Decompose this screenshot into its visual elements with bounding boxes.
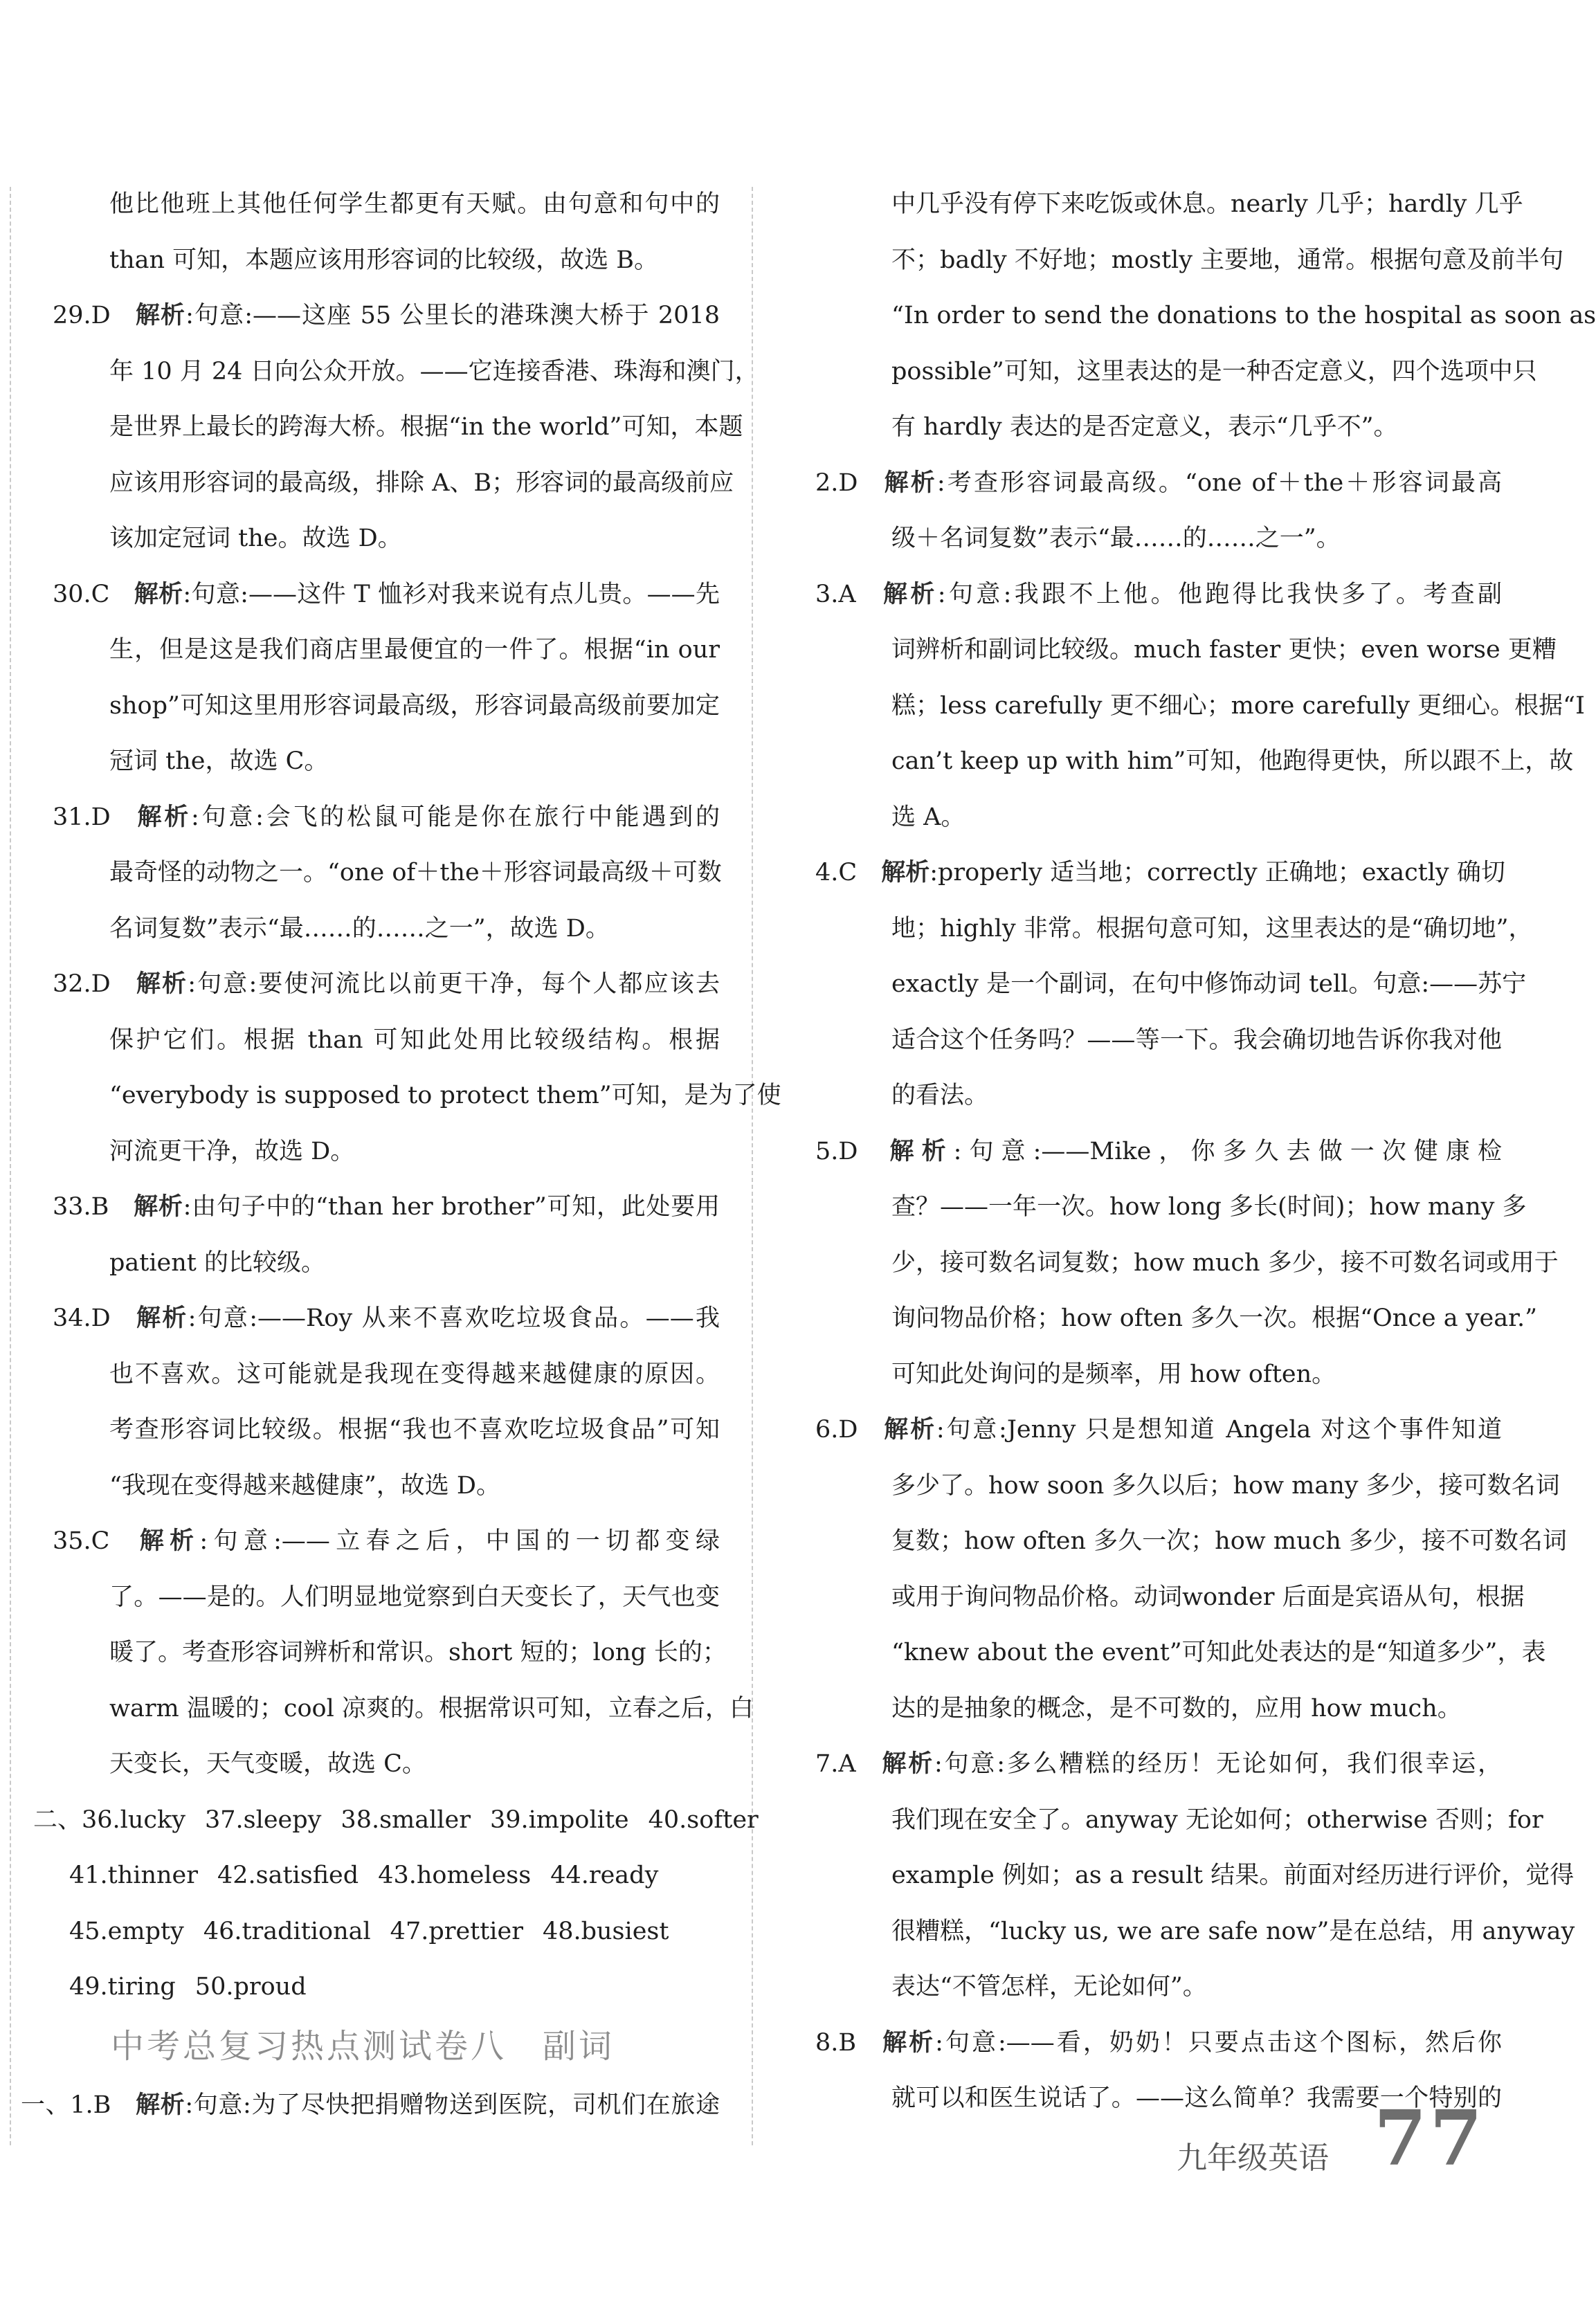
answer-item: 37.sleepy — [205, 1806, 322, 1834]
text-line: “我现在变得越来越健康”，故选 D。 — [109, 1471, 500, 1500]
text-line: 保护它们。根据 than 可知此处用比较级结构。根据 — [109, 1026, 720, 1054]
answer-explanation-start — [21, 1179, 720, 1235]
analysis-label: 解析 — [880, 1749, 935, 1778]
text-line: 糕；less carefully 更不细心；more carefully 更细心。根据“I — [891, 691, 1585, 720]
text-line: “knew about the event”可知此处表达的是“知道多少”，表 — [891, 1639, 1546, 1666]
analysis-label: 解析 — [882, 468, 937, 497]
text-line: 该加定冠词 the。故选 D。 — [109, 525, 402, 552]
analysis-label: 解析 — [880, 579, 938, 608]
text-line: 河流更干净，故选 D。 — [109, 1137, 355, 1165]
analysis-label: 解析 — [134, 970, 188, 998]
text-line: 有 hardly 表达的是否定意义，表示“几乎不”。 — [891, 413, 1398, 441]
answer-row — [21, 1848, 720, 1904]
question-number: 29.D — [53, 302, 111, 329]
answer-item: 36.lucky — [82, 1806, 185, 1834]
text-line: 不；badly 不好地；mostly 主要地，通常。根据句意及前半句 — [891, 246, 1564, 274]
question-number: 5.D — [815, 1137, 858, 1165]
text-line: patient 的比较级。 — [109, 1248, 325, 1277]
analysis-label: 解析 — [134, 802, 192, 831]
question-number: 7.A — [815, 1750, 856, 1778]
explanation-text: :句意:要使河流比以前更干净，每个人都应该去 — [188, 970, 720, 998]
text-line: can’t keep up with him”可知，他跑得更快，所以跟不上，故 — [891, 747, 1574, 775]
question-number: 4.C — [815, 859, 858, 886]
analysis-label: 解析 — [882, 1415, 936, 1444]
answer-explanation-start — [803, 1736, 1502, 1792]
answer-explanation-start — [21, 1513, 720, 1570]
question-number: 35.C — [53, 1527, 110, 1555]
text-line: 他比他班上其他任何学生都更有天赋。由句意和句中的 — [109, 190, 720, 218]
answer-item: 40.softer — [648, 1806, 759, 1834]
text-line: exactly 是一个副词，在句中修饰动词 tell。句意:——苏宁 — [891, 970, 1527, 998]
section-prefix: 一、 — [21, 2091, 71, 2119]
answer-item: 39.impolite — [489, 1806, 629, 1834]
explanation-text: :句意:——Mike，你多久去做一次健康检 — [953, 1137, 1502, 1165]
question-number: 2.D — [815, 469, 858, 497]
analysis-label: 解析 — [881, 858, 930, 886]
text-line: 最奇怪的动物之一。“one of＋the＋形容词最高级＋可数 — [109, 859, 722, 886]
text-line: “everybody is supposed to protect them”可知，是为了使 — [109, 1082, 781, 1109]
explanation-text: :句意:多么糟糕的经历！无论如何，我们很幸运， — [934, 1750, 1502, 1778]
answer-row — [21, 1792, 759, 1848]
text-line: 我们现在安全了。anyway 无论如何；otherwise 否则；for — [891, 1806, 1543, 1834]
answer-explanation-start — [21, 1291, 720, 1347]
answer-explanation-start — [803, 1402, 1502, 1458]
right-column — [803, 176, 1596, 2127]
text-line: shop”可知这里用形容词最高级，形容词最高级前要加定 — [109, 691, 720, 720]
section-prefix: 二、 — [33, 1806, 82, 1834]
analysis-label: 解析 — [880, 2028, 936, 2057]
analysis-label: 解析 — [135, 2090, 185, 2119]
text-line: 很糟糕，“lucky us, we are safe now”是在总结，用 anyway — [891, 1917, 1575, 1945]
analysis-label: 解析 — [134, 301, 186, 329]
explanation-text: :properly 适当地；correctly 正确地；exactly 确切 — [930, 859, 1505, 886]
text-line: 是世界上最长的跨海大桥。根据“in the world”可知，本题 — [109, 413, 743, 441]
analysis-label: 解析 — [133, 1192, 183, 1221]
text-line: warm 温暖的；cool 凉爽的。根据常识可知，立春之后，白 — [109, 1694, 754, 1722]
question-number: 34.D — [53, 1304, 111, 1332]
analysis-label: 解析 — [134, 1527, 200, 1555]
right-column-rule — [752, 187, 753, 2145]
answer-item: 48.busiest — [542, 1917, 669, 1945]
answer-explanation-start — [803, 2015, 1502, 2071]
text-line: 可知此处询问的是频率，用 how often。 — [891, 1360, 1336, 1388]
text-line: 多少了。how soon 多久以后；how many 多少，接可数名词 — [891, 1471, 1560, 1500]
question-number: 33.B — [53, 1193, 109, 1221]
text-line: 或用于询问物品价格。动词wonder 后面是宾语从句，根据 — [891, 1583, 1525, 1611]
text-line: 询问物品价格；how often 多久一次。根据“Once a year.” — [891, 1304, 1537, 1332]
analysis-label: 解析 — [882, 1136, 954, 1165]
answer-item: 45.empty — [69, 1917, 184, 1945]
text-line: 年 10 月 24 日向公众开放。——它连接香港、珠海和澳门， — [109, 357, 759, 385]
left-column-rule — [10, 187, 11, 2145]
answer-item: 43.homeless — [378, 1862, 532, 1889]
footer-subject-label: 九年级英语 — [1177, 2140, 1329, 2176]
answer-item: 49.tiring — [69, 1973, 176, 2001]
answer-item: 41.thinner — [69, 1862, 198, 1889]
explanation-text: :句意:——这座 55 公里长的港珠澳大桥于 2018 — [185, 302, 720, 329]
text-line: 了。——是的。人们明显地觉察到白天变长了，天气也变 — [109, 1583, 720, 1611]
answer-item: 46.traditional — [203, 1917, 371, 1945]
explanation-text: :句意:会飞的松鼠可能是你在旅行中能遇到的 — [191, 803, 720, 831]
answer-explanation-start — [21, 956, 720, 1012]
text-line: example 例如；as a result 结果。前面对经历进行评价，觉得 — [891, 1862, 1575, 1889]
question-number: 32.D — [53, 970, 111, 998]
footer-page-number: 77 — [1374, 2093, 1486, 2183]
text-line: “In order to send the donations to the hospital as soon as — [891, 302, 1596, 329]
question-number: 3.A — [815, 580, 856, 608]
text-line: 表达“不管怎样，无论如何”。 — [891, 1973, 1207, 2001]
left-column — [21, 176, 781, 2133]
answer-explanation-start — [803, 567, 1502, 623]
analysis-label: 解析 — [134, 579, 183, 608]
answer-item: 42.satisfied — [217, 1862, 359, 1889]
text-line: 适合这个任务吗？——等一下。我会确切地告诉你我对他 — [891, 1026, 1502, 1054]
explanation-text: :句意:我跟不上他。他跑得比我快多了。考查副 — [937, 580, 1502, 608]
answer-item: 38.smaller — [341, 1806, 471, 1834]
answer-row — [21, 1904, 720, 1960]
explanation-text: :句意:——看，奶奶！只要点击这个图标，然后你 — [935, 2028, 1502, 2057]
answer-item: 50.proud — [194, 1973, 307, 2001]
answer-explanation-start — [803, 845, 1505, 901]
question-number: 30.C — [53, 580, 110, 608]
text-line: 生，但是这是我们商店里最便宜的一件了。根据“in our — [109, 636, 720, 664]
explanation-text: :句意:——这件 T 恤衫对我来说有点儿贵。——先 — [183, 580, 720, 608]
text-line: 复数；how often 多久一次；how much 多少，接不可数名词 — [891, 1527, 1567, 1555]
text-line: 就可以和医生说话了。——这么简单？我需要一个特别的 — [891, 2084, 1502, 2112]
text-line: 应该用形容词的最高级，排除 A、B；形容词的最高级前应 — [109, 469, 734, 497]
text-line: 选 A。 — [891, 803, 965, 831]
text-line: 达的是抽象的概念，是不可数的，应用 how much。 — [891, 1694, 1462, 1722]
answer-explanation-start — [21, 2077, 720, 2134]
text-line: 词辨析和副词比较级。much faster 更快；even worse 更糟 — [891, 636, 1557, 664]
text-line: than 可知，本题应该用形容词的比较级，故选 B。 — [109, 246, 658, 274]
text-line: 中几乎没有停下来吃饭或休息。nearly 几乎；hardly 几乎 — [891, 190, 1523, 218]
text-line: 查？——一年一次。how long 多长(时间)；how many 多 — [891, 1193, 1527, 1221]
answer-row — [21, 1959, 720, 2015]
answer-explanation-start — [803, 455, 1502, 511]
text-line: 冠词 the，故选 C。 — [109, 747, 329, 775]
question-number: 6.D — [815, 1416, 858, 1444]
analysis-label: 解析 — [134, 1304, 188, 1332]
answer-explanation-start — [803, 1124, 1502, 1180]
answer-explanation-start — [21, 790, 720, 846]
text-line: 地；highly 非常。根据句意可知，这里表达的是“确切地”， — [891, 914, 1533, 943]
text-line: 级＋名词复数”表示“最……的……之一”。 — [891, 525, 1341, 552]
explanation-text: :由句子中的“than her brother”可知，此处要用 — [183, 1193, 720, 1221]
question-number: 8.B — [815, 2028, 857, 2057]
text-line: 的看法。 — [891, 1082, 989, 1109]
question-number: 31.D — [53, 803, 111, 831]
text-line: 少，接可数名词复数；how much 多少，接不可数名词或用于 — [891, 1248, 1559, 1277]
text-line: 也不喜欢。这可能就是我现在变得越来越健康的原因。 — [109, 1360, 720, 1388]
answer-item: 44.ready — [550, 1862, 659, 1889]
section-heading: 中考总复习热点测试卷八 副词 — [111, 2026, 615, 2066]
explanation-text: :句意:——Roy 从来不喜欢吃垃圾食品。——我 — [188, 1304, 720, 1332]
text-line: 考查形容词比较级。根据“我也不喜欢吃垃圾食品”可知 — [109, 1416, 720, 1444]
answer-explanation-start — [21, 288, 720, 344]
text-line: possible”可知，这里表达的是一种否定意义，四个选项中只 — [891, 357, 1537, 385]
explanation-text: :句意:Jenny 只是想知道 Angela 对这个事件知道 — [936, 1416, 1502, 1444]
text-line: 名词复数”表示“最……的……之一”，故选 D。 — [109, 914, 610, 943]
answer-explanation-start — [21, 567, 720, 623]
explanation-text: :句意:为了尽快把捐赠物送到医院，司机们在旅途 — [185, 2091, 720, 2119]
text-line: 天变长，天气变暖，故选 C。 — [109, 1750, 426, 1778]
question-number: 1.B — [70, 2091, 111, 2119]
explanation-text: :考查形容词最高级。“one of＋the＋形容词最高 — [936, 469, 1502, 497]
answer-item: 47.prettier — [390, 1917, 523, 1945]
text-line: 暖了。考查形容词辨析和常识。short 短的；long 长的； — [109, 1639, 727, 1666]
explanation-text: :句意:——立春之后，中国的一切都变绿 — [199, 1527, 720, 1555]
